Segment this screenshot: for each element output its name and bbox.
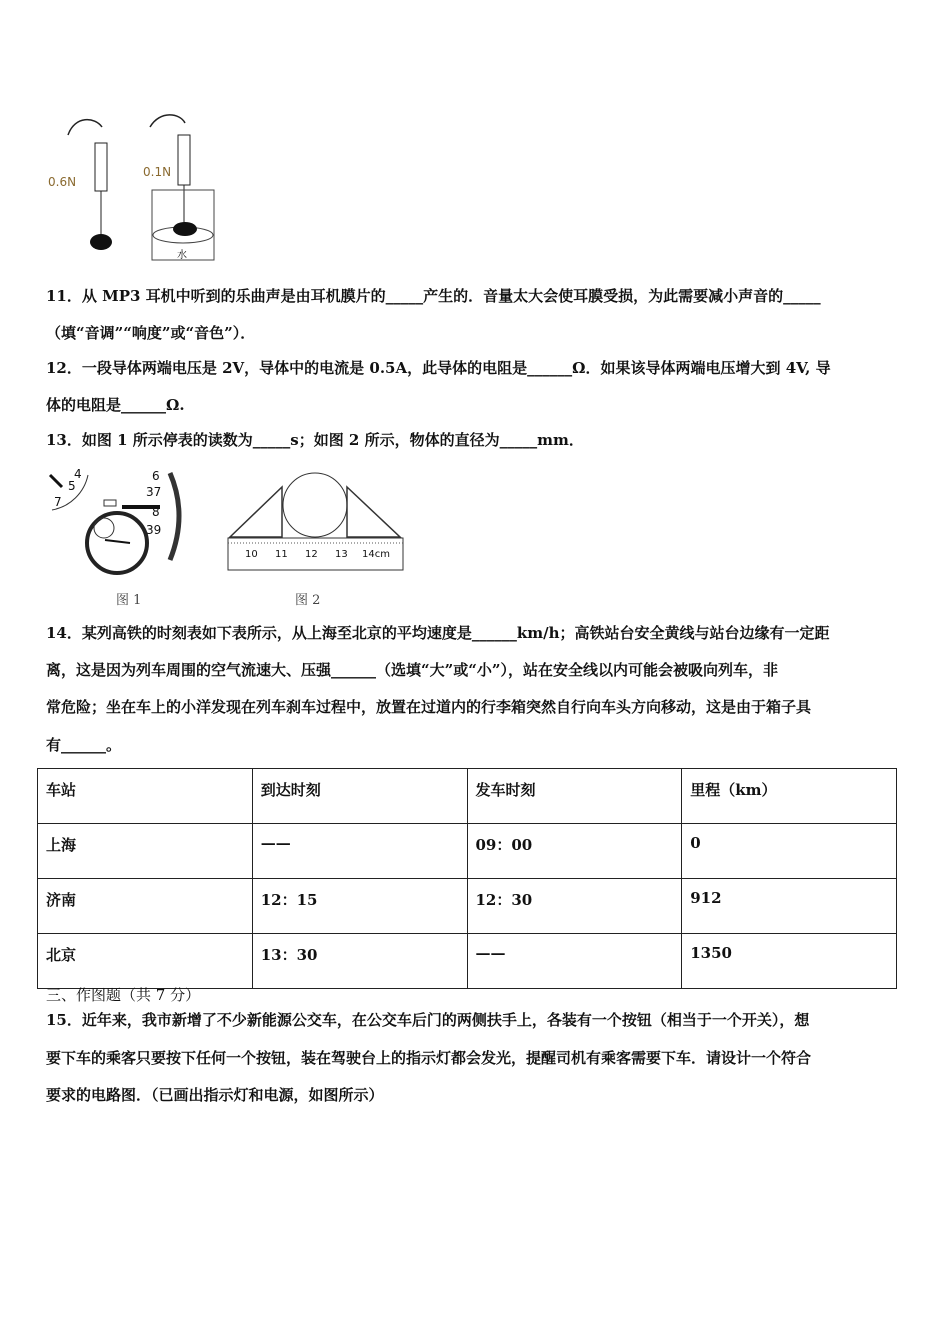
q15-line1: 15．近年来，我市新增了不少新能源公交车，在公交车后门的两侧扶手上，各装有一个按钮（相当于一个开关），想 <box>46 1011 810 1029</box>
tick-14cm: 14cm <box>362 549 390 560</box>
header-cell: 里程（km） <box>682 769 897 824</box>
q14-line2: 离，这是因为列车周围的空气流速大、压强______（选填“大”或“小”），站在安全线以内可能会被吸向列车，非 <box>46 661 779 679</box>
table-header-row <box>38 769 897 824</box>
header-cell: 发车时刻 <box>467 769 682 824</box>
q13-line1: 13．如图 1 所示停表的读数为_____s；如图 2 所示，物体的直径为_____mm． <box>46 431 584 449</box>
q15-line3: 要求的电路图．（已画出指示灯和电源，如图所示） <box>46 1086 384 1104</box>
reading-right: 0.1N <box>143 165 172 179</box>
table-cell: 12：15 <box>252 879 467 934</box>
tick-4: 4 <box>74 467 82 481</box>
tick-11: 11 <box>275 549 288 560</box>
figure2-caption: 图 2 <box>295 593 321 608</box>
table-cell: 0 <box>682 824 897 879</box>
tick-37: 37 <box>146 485 162 499</box>
q14-line4: 有______。 <box>46 736 122 754</box>
q11-line1: 11．从 MP3 耳机中听到的乐曲声是由耳机膜片的_____产生的．音量太大会使耳膜受损，为此需要减小声音的_____ <box>46 287 821 305</box>
tick-6: 6 <box>152 469 160 483</box>
figure1-caption: 图 1 <box>116 593 142 608</box>
table-cell: 济南 <box>38 879 253 934</box>
table-cell: 912 <box>682 879 897 934</box>
table-row <box>38 824 897 879</box>
table-cell: 北京 <box>38 934 253 989</box>
q15-line2: 要下车的乘客只要按下任何一个按钮，装在驾驶台上的指示灯都会发光，提醒司机有乘客需要下车．请设计一个符合 <box>46 1049 812 1067</box>
q11-line2: （填“音调”“响度”或“音色”）． <box>46 324 256 342</box>
header-cell: 车站 <box>38 769 253 824</box>
table-cell: 13：30 <box>252 934 467 989</box>
table-row <box>38 934 897 989</box>
section3-title: 三、作图题（共 7 分） <box>46 986 201 1004</box>
tick-39: 39 <box>146 523 162 537</box>
tick-10: 10 <box>245 549 258 560</box>
ruler-figure <box>225 465 415 610</box>
tick-8: 8 <box>152 505 160 519</box>
table-cell: 12：30 <box>467 879 682 934</box>
spring-scale-figure <box>40 105 240 265</box>
tick-5: 5 <box>68 479 76 493</box>
q12-line1: 12．一段导体两端电压是 2V，导体中的电流是 0.5A，此导体的电阻是______Ω．如果该导体两端电压增大到 4V, 导 <box>46 359 831 377</box>
beaker-label: 水 <box>177 250 187 261</box>
tick-13: 13 <box>335 549 348 560</box>
stopwatch-drawing <box>40 465 200 575</box>
table-cell: —— <box>252 824 467 879</box>
train-timetable <box>37 768 897 989</box>
header-cell: 到达时刻 <box>252 769 467 824</box>
stopwatch-figure <box>40 465 200 610</box>
q12-line2: 体的电阻是______Ω. <box>46 396 185 414</box>
q14-line3: 常危险；坐在车上的小洋发现在列车刹车过程中，放置在过道内的行李箱突然自行向车头方向移动，这是由于箱子具 <box>46 698 812 716</box>
q14-line1: 14．某列高铁的时刻表如下表所示，从上海至北京的平均速度是______km/h；高铁站台安全黄线与站台边缘有一定距 <box>46 624 830 642</box>
tick-12: 12 <box>305 549 318 560</box>
table-cell: —— <box>467 934 682 989</box>
table-cell: 上海 <box>38 824 253 879</box>
table-cell: 09：00 <box>467 824 682 879</box>
table-row <box>38 879 897 934</box>
tick-7: 7 <box>54 495 62 509</box>
reading-left: 0.6N <box>48 175 77 189</box>
table-cell: 1350 <box>682 934 897 989</box>
